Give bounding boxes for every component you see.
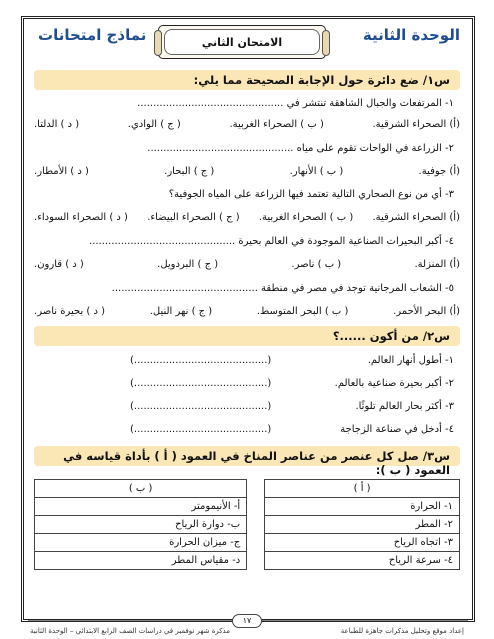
column-b-header: ( ب ) (35, 480, 247, 498)
option[interactable]: ( ج ) البردويل. (157, 259, 219, 270)
option[interactable]: (أ) البحر الأحمر. (393, 306, 460, 317)
q2-item-1: ١- أطول أنهار العالم. (367, 355, 454, 366)
answer-blank[interactable]: (..........................................) (130, 378, 272, 389)
q1-item-5: ٥- الشعاب المرجانية توجد في مصر في منطقة .............................................. (111, 283, 454, 294)
table-spacer (247, 552, 265, 570)
scroll-right-knob (322, 30, 330, 56)
footer-left-text: مذكرة شهر نوفمبر في دراسات الصف الرابع الابتدائي – الوحدة الثانية (30, 627, 230, 635)
answer-blank[interactable]: (..........................................) (130, 401, 272, 412)
q1-heading: س١/ ضع دائرة حول الإجابة الصحيحة مما يلي: (193, 73, 450, 87)
column-b-cell[interactable]: ج- ميزان الحرارة (35, 534, 247, 552)
column-b-cell[interactable]: أ- الأنيمومتر (35, 498, 247, 516)
option[interactable]: ( ج ) الوادي. (127, 119, 181, 130)
q1-item-5-options (34, 306, 460, 317)
option[interactable]: ( ب ) الأنهار. (289, 166, 344, 177)
table-row (35, 534, 460, 552)
q2-item-4: ٤- أدخل في صناعة الزجاجة (340, 424, 454, 435)
exam-title: الامتحان الثاني (164, 29, 320, 55)
option[interactable]: ( د ) بحيرة ناصر. (34, 306, 106, 317)
page-number: ١٧ (232, 614, 262, 628)
table-header-row (35, 480, 460, 498)
table-row (35, 516, 460, 534)
q1-item-3: ٣- أي من نوع الصحاري التالية تعتمد فيها الزراعة على المياه الجوفية؟ (168, 189, 454, 200)
unit-heading: الوحدة الثانية (362, 26, 460, 44)
q2-heading: س٢/ من أكون ......؟ (332, 329, 450, 343)
option[interactable]: ( ج ) نهر النيل. (149, 306, 213, 317)
answer-blank[interactable]: (..........................................) (130, 424, 272, 435)
column-a-cell[interactable]: ٣- اتجاه الرياح (265, 534, 460, 552)
q1-item-3-options (34, 212, 460, 223)
option[interactable]: ( د ) الأمطار. (34, 166, 89, 177)
option[interactable]: ( ب ) الصحراء الغربية. (229, 119, 324, 130)
option[interactable]: ( د ) الصحراء السوداء. (34, 212, 128, 223)
q2-heading-bar (34, 326, 460, 346)
q3-heading-bar (34, 446, 460, 477)
column-a-cell[interactable]: ١- الحرارة (265, 498, 460, 516)
table-row (35, 552, 460, 570)
column-a-cell[interactable]: ٢- المطر (265, 516, 460, 534)
column-a-cell[interactable]: ٤- سرعة الرياح (265, 552, 460, 570)
matching-table (34, 479, 460, 570)
table-spacer (247, 480, 265, 498)
option[interactable]: ( ب ) ناصر. (291, 259, 342, 270)
table-spacer (247, 516, 265, 534)
option[interactable]: ( د ) الدلتا. (34, 119, 80, 130)
column-a-header: ( أ ) (265, 480, 460, 498)
option[interactable]: (أ) الصحراء الشرقية. (372, 119, 460, 130)
option[interactable]: ( ب ) الصحراء الغربية. (258, 212, 354, 223)
table-spacer (247, 534, 265, 552)
q1-heading-bar (34, 70, 460, 90)
q1-item-1: ١- المرتفعات والجبال الشاهقة تنتشر في .............................................. (137, 98, 454, 109)
option[interactable]: (أ) الصحراء الشرقية. (372, 212, 460, 223)
models-heading: نماذج امتحانات (38, 26, 147, 44)
q1-item-4-options (34, 259, 460, 270)
option[interactable]: ( ج ) الصحراء البيضاء. (147, 212, 240, 223)
q1-item-1-options (34, 119, 460, 130)
q2-item-2: ٢- أكبر بحيرة صناعية بالعالم. (334, 378, 454, 389)
option[interactable]: ( ب ) البحر المتوسط. (256, 306, 349, 317)
q1-item-2-options (34, 166, 460, 177)
q3-heading: س٣/ صل كل عنصر من عناصر المناخ في العمود ( أ ) بأداة قياسه في العمود ( ب ): (63, 449, 450, 477)
q1-item-4: ٤- أكبر البحيرات الصناعية الموجودة في العالم بحيرة .............................................. (89, 236, 454, 247)
option[interactable]: (أ) جوفية. (418, 166, 460, 177)
table-row (35, 498, 460, 516)
scroll-left-knob (154, 30, 162, 56)
option[interactable]: (أ) المنزلة. (414, 259, 460, 270)
footer-right-text: إعداد موقع وتحليل مذكرات جاهزة للطباعة (340, 627, 464, 635)
table-spacer (247, 498, 265, 516)
option[interactable]: ( د ) قارون. (34, 259, 84, 270)
answer-blank[interactable]: (..........................................) (130, 355, 272, 366)
option[interactable]: ( ج ) البحار. (164, 166, 215, 177)
q2-item-3: ٣- أكثر بحار العالم تلوثًا. (355, 401, 454, 412)
q1-item-2: ٢- الزراعة في الواحات تقوم على مياه .............................................. (147, 143, 454, 154)
exam-title-box (158, 25, 326, 59)
column-b-cell[interactable]: د- مقياس المطر (35, 552, 247, 570)
column-b-cell[interactable]: ب- دوارة الرياح (35, 516, 247, 534)
